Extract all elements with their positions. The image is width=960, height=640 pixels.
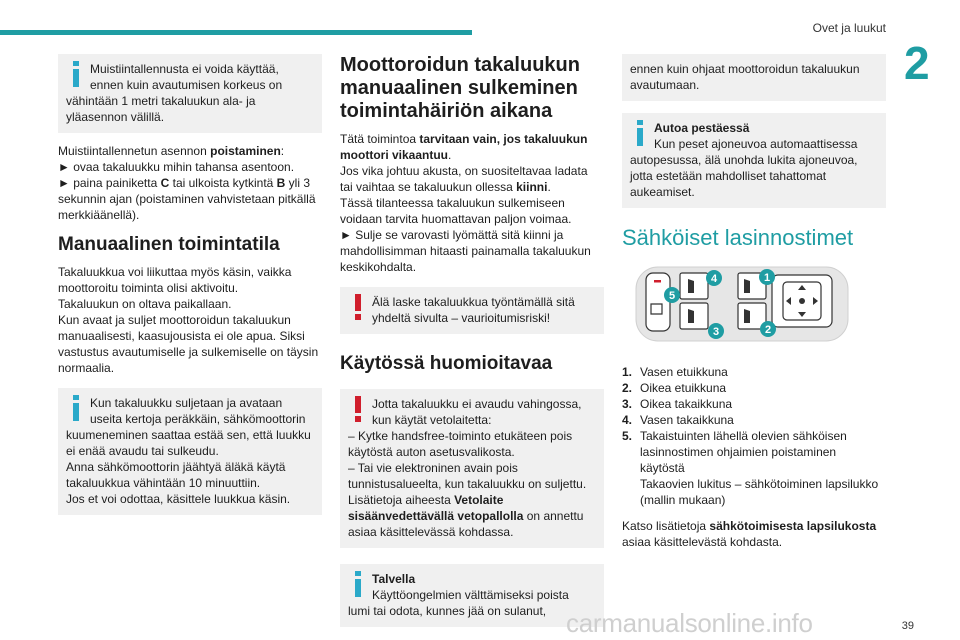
manual-mode-paragraph: Takaluukkua voi liikuttaa myös käsin, vaikka moottoroitu toiminta olisi aktivoitu. Takaluukun on oltava paikallaan. Kun avaat ja suljet moottoroidun takaluukun manuaalisesti, kaasujousista ei ole apua. Siksi vastustus avautumiselle ja sulkemiselle on täysin normaalia. [58,265,319,375]
heading-notes: Käytössä huomioitavaa [340,353,553,374]
callout-1 [759,269,775,285]
warning-icon [349,396,369,422]
warning-box-towbar: Jotta takaluukku ei avaudu vahingossa, kun käytät vetolaitetta: – Kytke handsfree-toiminto etukäteen pois käytöstä auton asetusvalikosta. – Tai vie elektroninen avain pois tunnistusalueelta, kun takaluukku on suljettu. Lisätietoja aiheesta Vetolaite sisäänvedettävällä vetopallolla on annettu asiaa käsittelevässä kohdassa. [340,389,604,548]
svg-text:4: 4 [710,273,718,285]
list-item: 3. Oikea takaikkuna [622,397,733,411]
info-icon [349,571,369,597]
column-3 [622,54,886,558]
section-title: Ovet ja luukut [812,21,886,35]
window-switch-panel-illustration [622,263,886,345]
svg-text:5: 5 [668,290,676,302]
info-box-winter-continued: ennen kuin ohjaat moottoroidun takaluukun avautumaan. [622,54,886,101]
heading-manual-closing: Moottoroidun takaluukun manuaalinen sulkeminen toimintahäiriön aikana [340,54,580,122]
removal-paragraph: Muistiintallennetun asennon poistaminen: ► ovaa takaluukku mihin tahansa asentoon. ► paina painiketta C tai ulkoista kytkintä B yli 3 sekunnin ajan (poistaminen vahvistetaan pitkällä merkkiäänellä). [58,144,316,222]
info-box-memory: Muistiintallennusta ei voida käyttää, ennen kuin avautumisen korkeus on vähintään 1 metri takaluukun ala- ja yläasennon välillä. [58,54,322,133]
info-icon [67,395,87,421]
manual-closing-paragraph: Tätä toimintoa tarvitaan vain, jos takaluukun moottori vikaantuu. Jos vika johtuu akusta, on suositeltavaa ladata tai vaihtaa se takaluukun ollessa kiinni. Tässä tilanteessa takaluukun sulkemiseen voidaan tarvita huomattavan paljon voimaa. ► Sulje se varovasti lyömättä sitä kiinni ja mahdollisimman hitaasti painamalla takaluukun keskikohdalta. [340,132,591,274]
list-item: 4. Vasen takaikkuna [622,413,734,427]
info-icon [631,120,651,146]
heading-manual-mode: Manuaalinen toimintatila [58,234,280,255]
list-item: 5. Takaistuinten lähellä olevien sähköisen lasinnostimen ohjaimien poistaminen käytöstä Takaovien lukitus – sähkötoiminen lapsilukko (mallin mukaan) [622,429,879,507]
chapter-number: 2 [904,37,930,89]
info-box-motor-heat: Kun takaluukku suljetaan ja avataan useita kertoja peräkkäin, sähkömoottorin kuumeneminen saattaa estää sen, että luukku ei enää avaudu tai sulkeudu. Anna sähkömoottorin jäähtyä äläkä käytä takaluukkua vähintään 10 minuuttiin. Jos et voi odottaa, käsittele luukkua käsin. [58,388,322,515]
info-box-car-wash: Autoa pestäessä Kun peset ajoneuvoa automaattisessa autopesussa, älä unohda lukita ajoneuvoa, jotta estetään mahdolliset tahattomat aukeamiset. [622,113,886,208]
callout-4 [706,270,722,286]
warning-icon [349,294,369,320]
callout-5 [664,287,680,303]
heading-power-windows: Sähköiset lasinnostimet [622,225,854,250]
list-item: 2. Oikea etuikkuna [622,381,727,395]
svg-text:2: 2 [764,324,772,336]
list-item: 1. Vasen etuikkuna [622,365,728,379]
legend-list [622,364,886,508]
page-number: 39 [901,620,914,632]
callout-2 [760,321,776,337]
watermark: carmanualsonline.info [566,608,813,638]
child-lock-reference: Katso lisätietoja sähkötoimisesta lapsilukosta asiaa käsittelevästä kohdasta. [622,519,877,549]
callout-3 [708,323,724,339]
svg-text:3: 3 [712,326,720,338]
info-icon [67,61,87,87]
column-2 [340,54,604,637]
header-accent-bar [0,30,472,35]
column-1 [58,54,322,525]
warning-box-side-push: Älä laske takaluukkua työntämällä sitä yhdeltä sivulta – vaurioitumisriski! [340,287,604,334]
info-box-winter: Talvella Käyttöongelmien välttämiseksi poista lumi tai odota, kunnes jää on sulanut, [340,564,604,627]
svg-text:1: 1 [763,272,771,284]
